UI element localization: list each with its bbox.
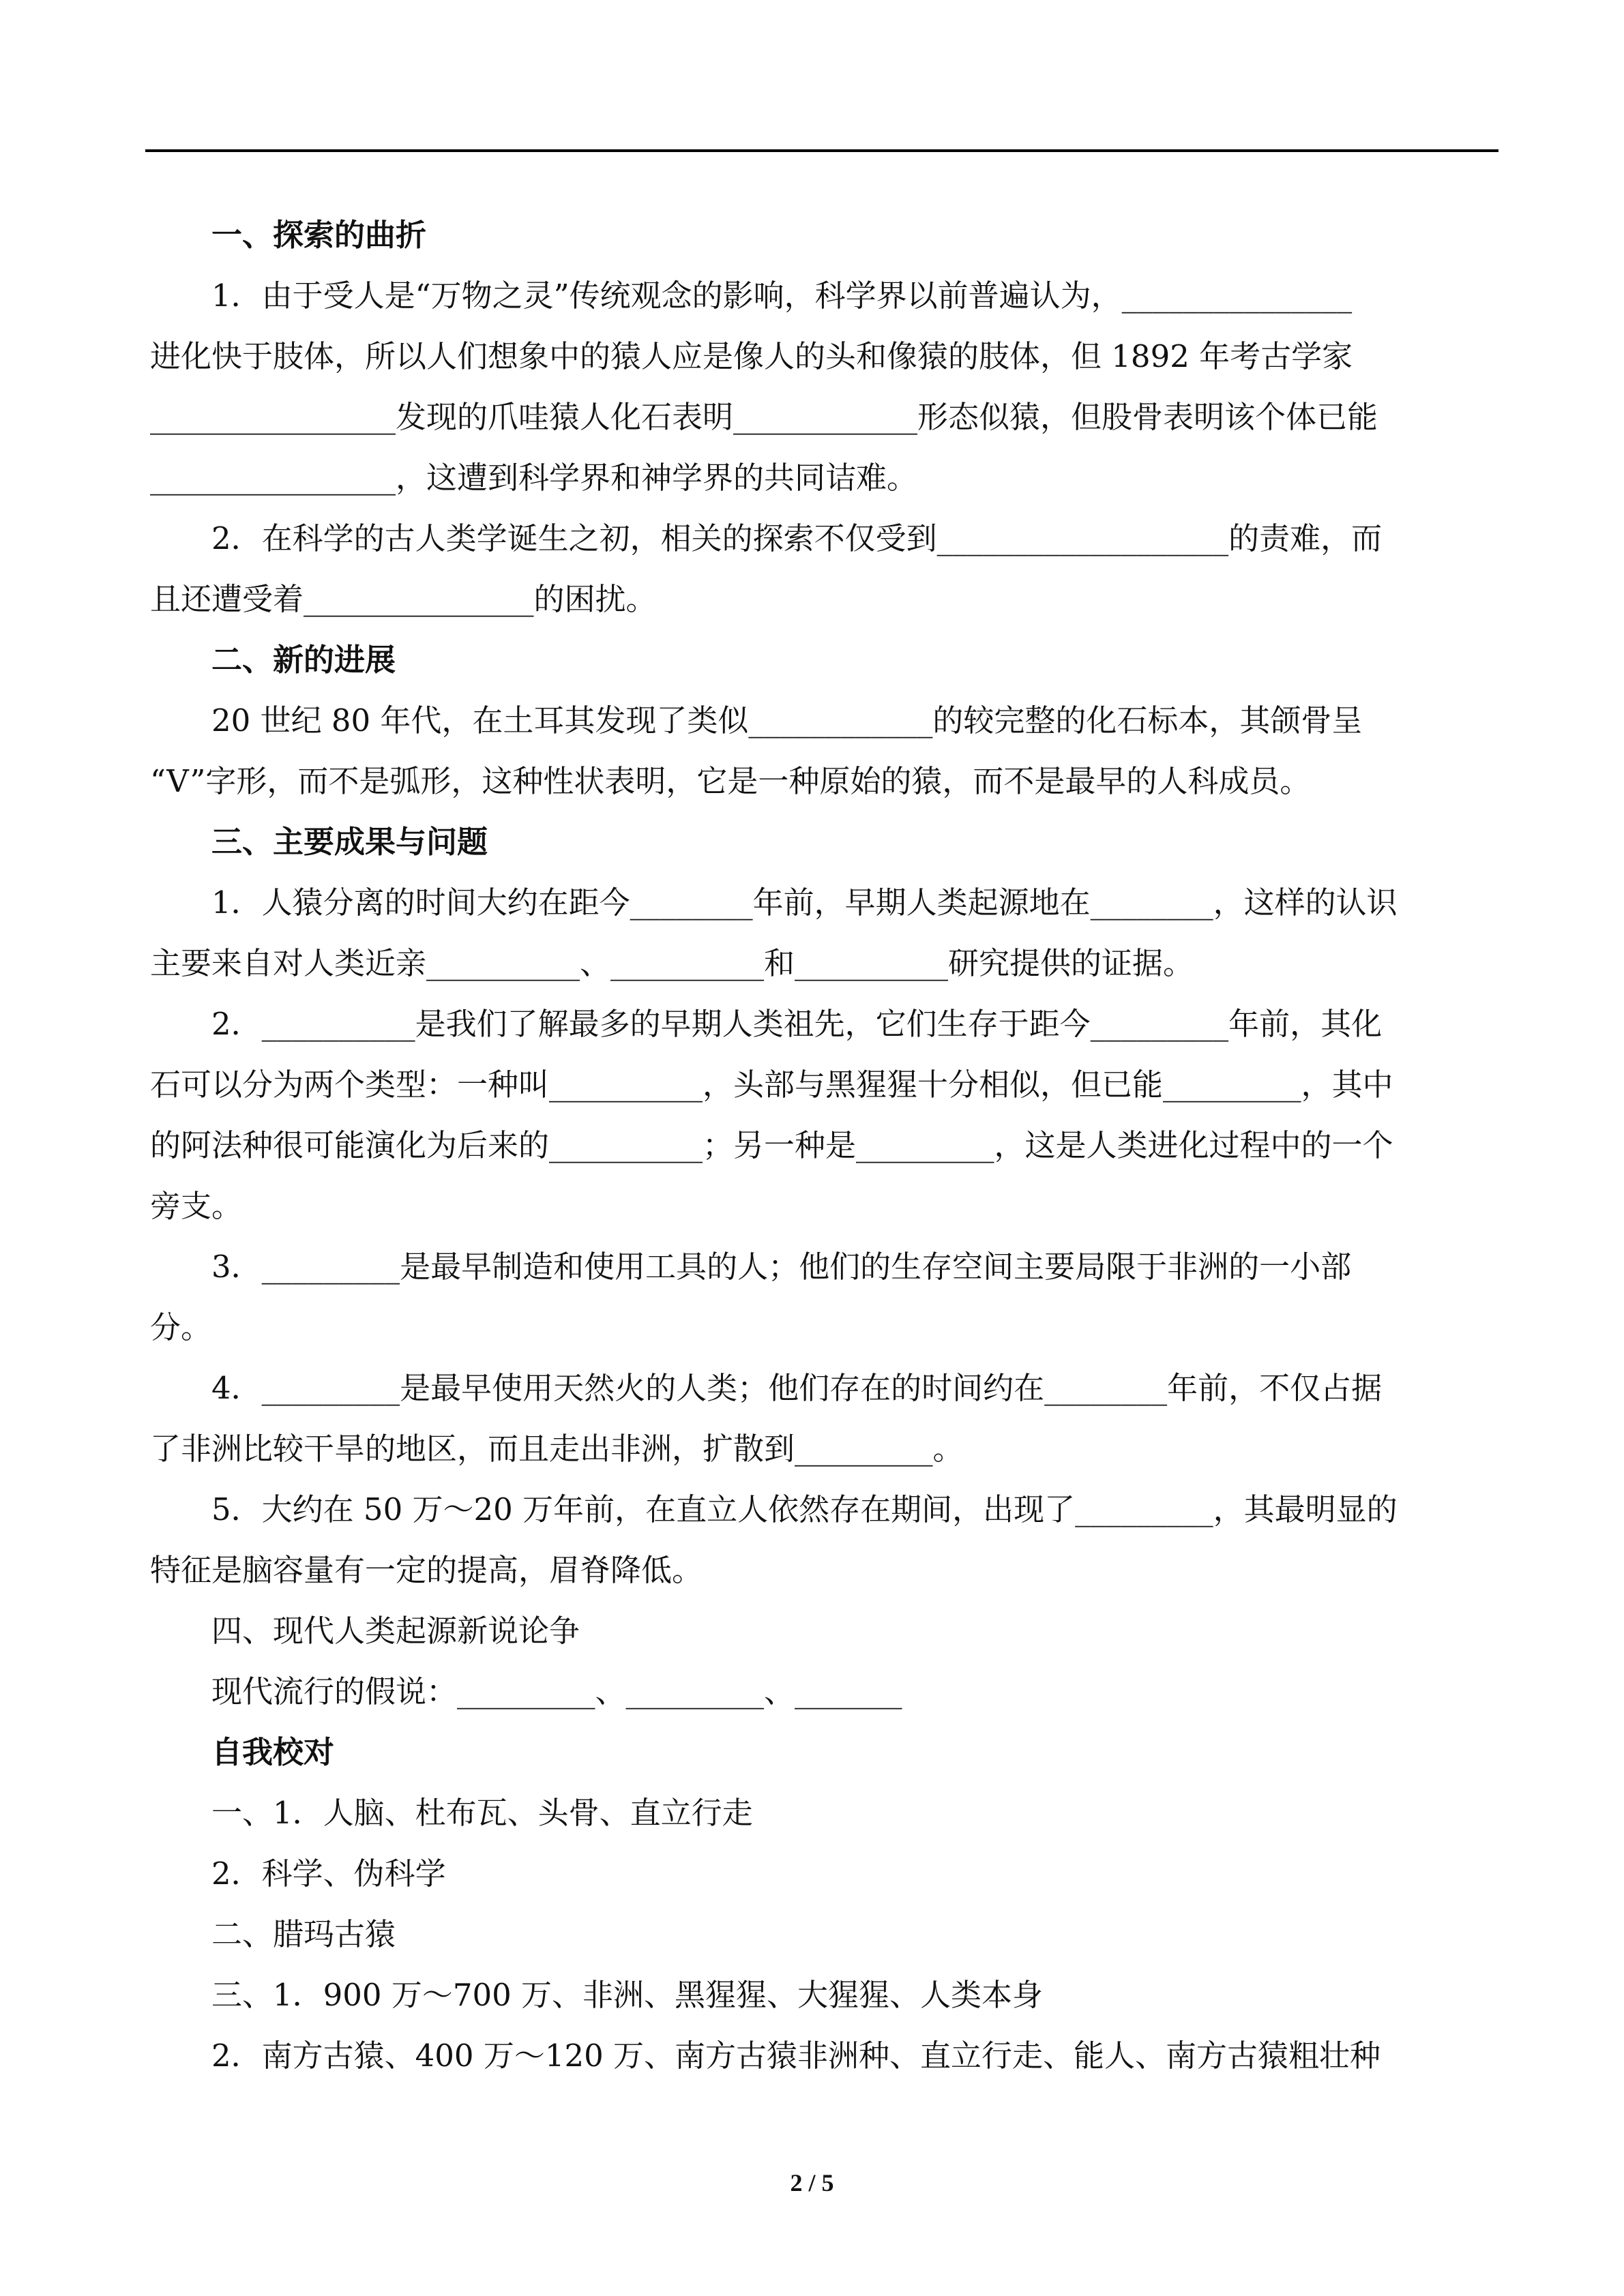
paragraph-line: ________________，这遭到科学界和神学界的共同诘难。: [150, 460, 918, 496]
paragraph-line: 特征是脑容量有一定的提高，眉脊降低。: [150, 1552, 703, 1588]
section-heading: 二、新的进展: [211, 642, 396, 678]
document-body: [150, 205, 1487, 2086]
paragraph-line: 进化快于肢体，所以人们想象中的猿人应是像人的头和像猿的肢体，但 1892 年考古学家: [150, 338, 1353, 374]
paragraph-line: 旁支。: [150, 1188, 243, 1224]
section-heading: 四、现代人类起源新说论争: [211, 1613, 580, 1649]
answer-line: 2．南方古猿、400 万～120 万、南方古猿非洲种、直立行走、能人、南方古猿粗壮种: [211, 2038, 1381, 2074]
paragraph-line: 4．_________是最早使用天然火的人类；他们存在的时间约在________年前，不仅占据: [211, 1370, 1383, 1406]
paragraph-line: 主要来自对人类近亲__________、__________和__________研究提供的证据。: [150, 945, 1194, 981]
answer-line: 2．科学、伪科学: [211, 1855, 446, 1892]
paragraph-line: ________________发现的爪哇猿人化石表明____________形态似猿，但股骨表明该个体已能: [150, 399, 1378, 435]
paragraph-line: 了非洲比较干旱的地区，而且走出非洲，扩散到_________。: [150, 1431, 964, 1467]
page-number: 2 / 5: [790, 2169, 834, 2196]
paragraph-line: 石可以分为两个类型：一种叫__________，头部与黑猩猩十分相似，但已能_________，其中: [150, 1067, 1393, 1103]
paragraph-line: 3．_________是最早制造和使用工具的人；他们的生存空间主要局限于非洲的一小部: [211, 1249, 1352, 1285]
paragraph-line: 2．在科学的古人类学诞生之初，相关的探索不仅受到___________________的责难，而: [211, 520, 1383, 556]
paragraph-line: 5．大约在 50 万～20 万年前，在直立人依然存在期间，出现了_________，其最明显的: [211, 1491, 1398, 1527]
paragraph-line: 的阿法种很可能演化为后来的__________；另一种是_________，这是人类进化过程中的一个: [150, 1127, 1393, 1163]
paragraph-line: “V”字形，而不是弧形，这种性状表明，它是一种原始的猿，而不是最早的人科成员。: [150, 763, 1311, 799]
paragraph-line: 现代流行的假说：_________、_________、_______: [211, 1673, 902, 1710]
answer-line: 一、1．人脑、杜布瓦、头骨、直立行走: [211, 1795, 753, 1831]
section-heading: 自我校对: [211, 1734, 335, 1770]
paragraph-line: 1．由于受人是“万物之灵”传统观念的影响，科学界以前普遍认为，_______________: [211, 278, 1353, 314]
paragraph-line: 2．__________是我们了解最多的早期人类祖先，它们生存于距今_________年前，其化: [211, 1006, 1383, 1042]
answer-line: 二、腊玛古猿: [211, 1916, 396, 1952]
paragraph-line: 分。: [150, 1309, 212, 1345]
answer-line: 三、1．900 万～700 万、非洲、黑猩猩、大猩猩、人类本身: [211, 1977, 1044, 2013]
paragraph-line: 20 世纪 80 年代，在土耳其发现了类似____________的较完整的化石标本，其颌骨呈: [211, 702, 1363, 739]
paragraph-line: 1．人猿分离的时间大约在距今________年前，早期人类起源地在________，这样的认识: [211, 884, 1398, 921]
section-heading: 一、探索的曲折: [211, 217, 427, 253]
paragraph-line: 且还遭受着_______________的困扰。: [150, 581, 657, 617]
section-heading: 三、主要成果与问题: [211, 824, 488, 860]
header-rule: [145, 149, 1498, 152]
